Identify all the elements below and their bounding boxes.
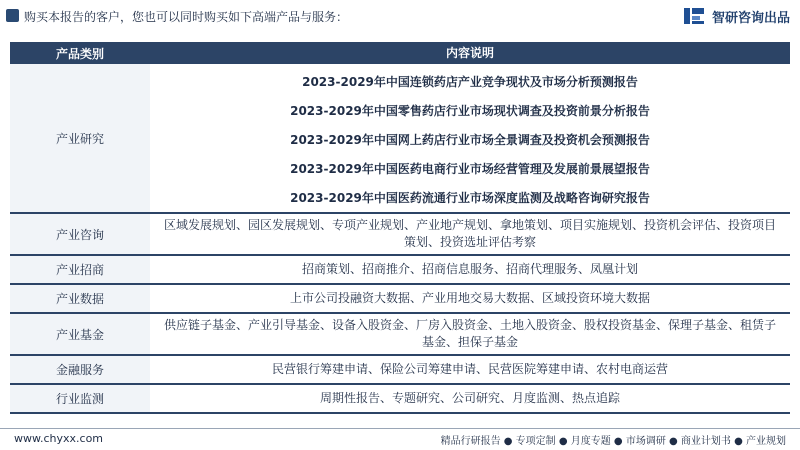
table-row-research (10, 64, 790, 214)
report-item[interactable]: 2023-2029年中国连锁药店产业竞争现状及市场分析预测报告 (302, 75, 638, 89)
category-label: 金融服务 (10, 356, 150, 383)
table-row (10, 214, 790, 256)
table-row (10, 356, 790, 385)
report-item[interactable]: 2023-2029年中国零售药店行业市场现状调查及投资前景分析报告 (290, 104, 650, 118)
footer-service-links: 精品行研报告 ● 专项定制 ● 月度专题 ● 市场调研 ● 商业计划书 ● 产业规划 (440, 436, 786, 447)
header-marker (6, 9, 19, 22)
header-category: 产品类别 (55, 46, 104, 61)
category-description: 周期性报告、专题研究、公司研究、月度监测、热点追踪 (319, 391, 620, 405)
table-header-row (10, 42, 790, 64)
table-row (10, 285, 790, 314)
footer-url[interactable]: www.chyxx.com (14, 432, 104, 445)
brand (684, 6, 790, 26)
header-description: 内容说明 (445, 45, 494, 60)
category-label: 产业咨询 (10, 214, 150, 254)
brand-logo-icon (684, 6, 706, 26)
report-list (150, 64, 790, 212)
intro-text: 购买本报告的客户，您也可以同时购买如下高端产品与服务： (24, 10, 349, 24)
report-item[interactable]: 2023-2029年中国医药流通行业市场深度监测及战略咨询研究报告 (290, 191, 650, 205)
report-item[interactable]: 2023-2029年中国网上药店行业市场全景调查及投资机会预测报告 (290, 133, 650, 147)
category-label: 产业基金 (10, 314, 150, 354)
category-description: 区域发展规划、园区发展规划、专项产业规划、产业地产规划、拿地策划、项目实施规划、投资机会评估、投资项目策划、投资选址评估考察 (163, 218, 776, 249)
product-table (10, 42, 790, 414)
table-row (10, 314, 790, 356)
report-item[interactable]: 2023-2029年中国医药电商行业市场经营管理及发展前景展望报告 (290, 162, 650, 176)
footer-divider (0, 428, 800, 429)
table-row (10, 256, 790, 285)
category-description: 民营银行筹建申请、保险公司筹建申请、民营医院筹建申请、农村电商运营 (271, 362, 668, 376)
category-label: 产业数据 (10, 285, 150, 312)
table-row (10, 385, 790, 414)
category-description: 供应链子基金、产业引导基金、设备入股资金、厂房入股资金、土地入股资金、股权投资基金、保理子基金、租赁子基金、担保子基金 (163, 318, 776, 349)
category-label: 行业监测 (10, 385, 150, 412)
category-description: 招商策划、招商推介、招商信息服务、招商代理服务、凤凰计划 (301, 262, 638, 276)
brand-name: 智研咨询出品 (711, 10, 790, 26)
category-research: 产业研究 (10, 64, 150, 212)
category-description: 上市公司投融资大数据、产业用地交易大数据、区域投资环境大数据 (289, 291, 650, 305)
category-label: 产业招商 (10, 256, 150, 283)
